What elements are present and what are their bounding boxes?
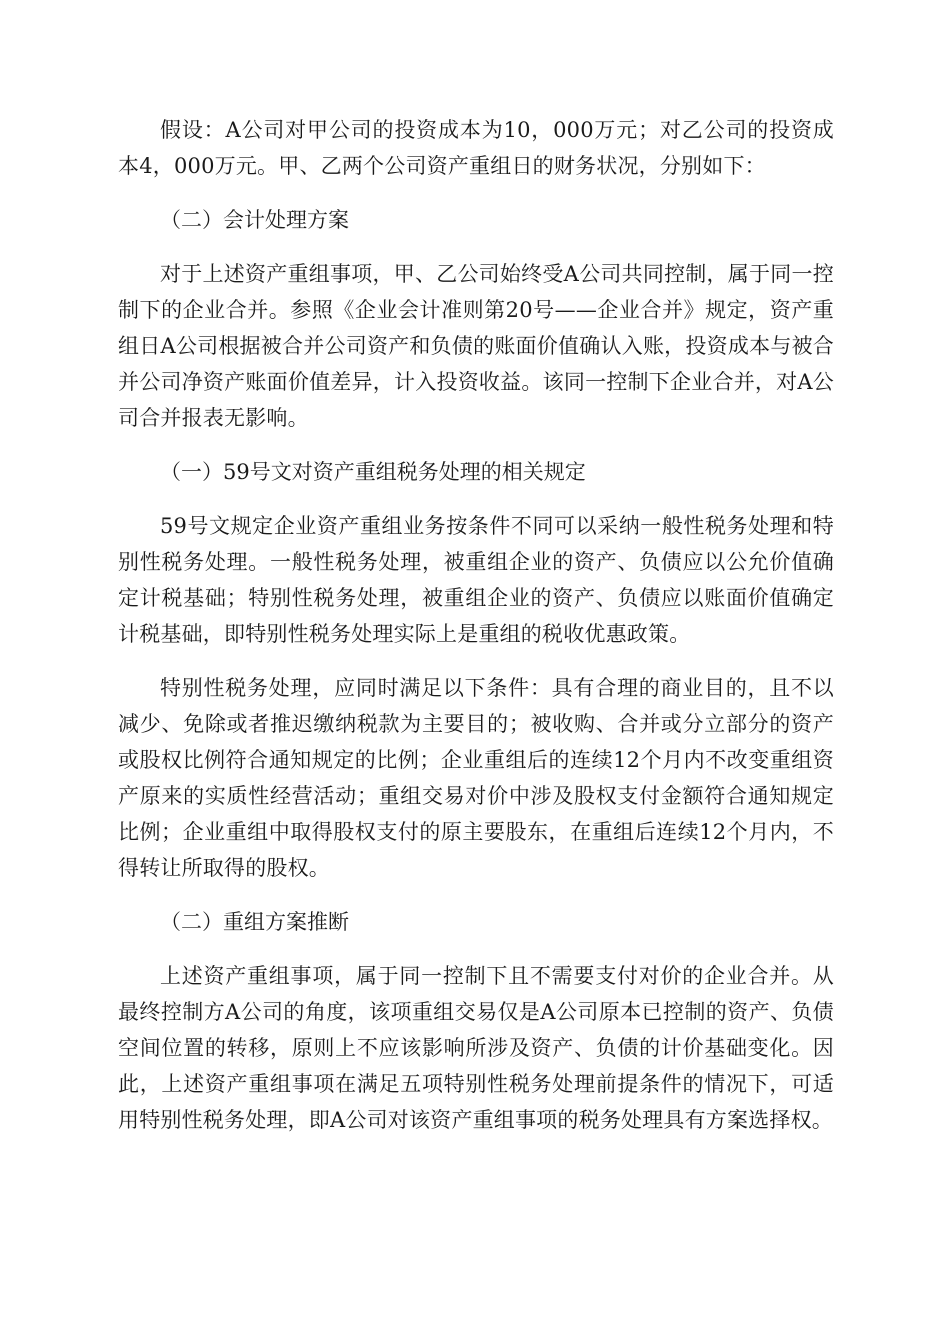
paragraph-restructure: 上述资产重组事项，属于同一控制下且不需要支付对价的企业合并。从最终控制方A公司的角度，该项重组交易仅是A公司原本已控制的资产、负债空间位置的转移，原则上不应该影响所涉及资产、负债的计价基础变化。因此，上述资产重组事项在满足五项特别性税务处理前提条件的情况下，可适用特别性税务处理，即A公司对该资产重组事项的税务处理具有方案选择权。 — [118, 964, 834, 1132]
heading-doc59-rules: （一）59号文对资产重组税务处理的相关规定 — [160, 460, 586, 484]
paragraph-assumption: 假设：A公司对甲公司的投资成本为10，000万元；对乙公司的投资成本4，000万元。甲、乙两个公司资产重组日的财务状况，分别如下： — [118, 118, 834, 178]
paragraph-special-conditions: 特别性税务处理，应同时满足以下条件：具有合理的商业目的，且不以减少、免除或者推迟缴纳税款为主要目的；被收购、合并或分立部分的资产或股权比例符合通知规定的比例；企业重组后的连续12个月内不改变重组资产原来的实质性经营活动；重组交易对价中涉及股权支付金额符合通知规定比例；企业重组中取得股权支付的原主要股东，在重组后连续12个月内，不得转让所取得的股权。 — [118, 676, 834, 880]
heading-restructure-plan: （二）重组方案推断 — [160, 910, 349, 934]
heading-accounting-plan: （二）会计处理方案 — [160, 208, 349, 232]
document-page — [118, 112, 834, 1138]
paragraph-accounting: 对于上述资产重组事项，甲、乙公司始终受A公司共同控制，属于同一控制下的企业合并。参照《企业会计准则第20号——企业合并》规定，资产重组日A公司根据被合并公司资产和负债的账面价值确认入账，投资成本与被合并公司净资产账面价值差异，计入投资收益。该同一控制下企业合并，对A公司合并报表无影响。 — [118, 262, 834, 430]
paragraph-doc59: 59号文规定企业资产重组业务按条件不同可以采纳一般性税务处理和特别性税务处理。一般性税务处理，被重组企业的资产、负债应以公允价值确定计税基础；特别性税务处理，被重组企业的资产、负债应以账面价值确定计税基础，即特别性税务处理实际上是重组的税收优惠政策。 — [118, 514, 834, 646]
